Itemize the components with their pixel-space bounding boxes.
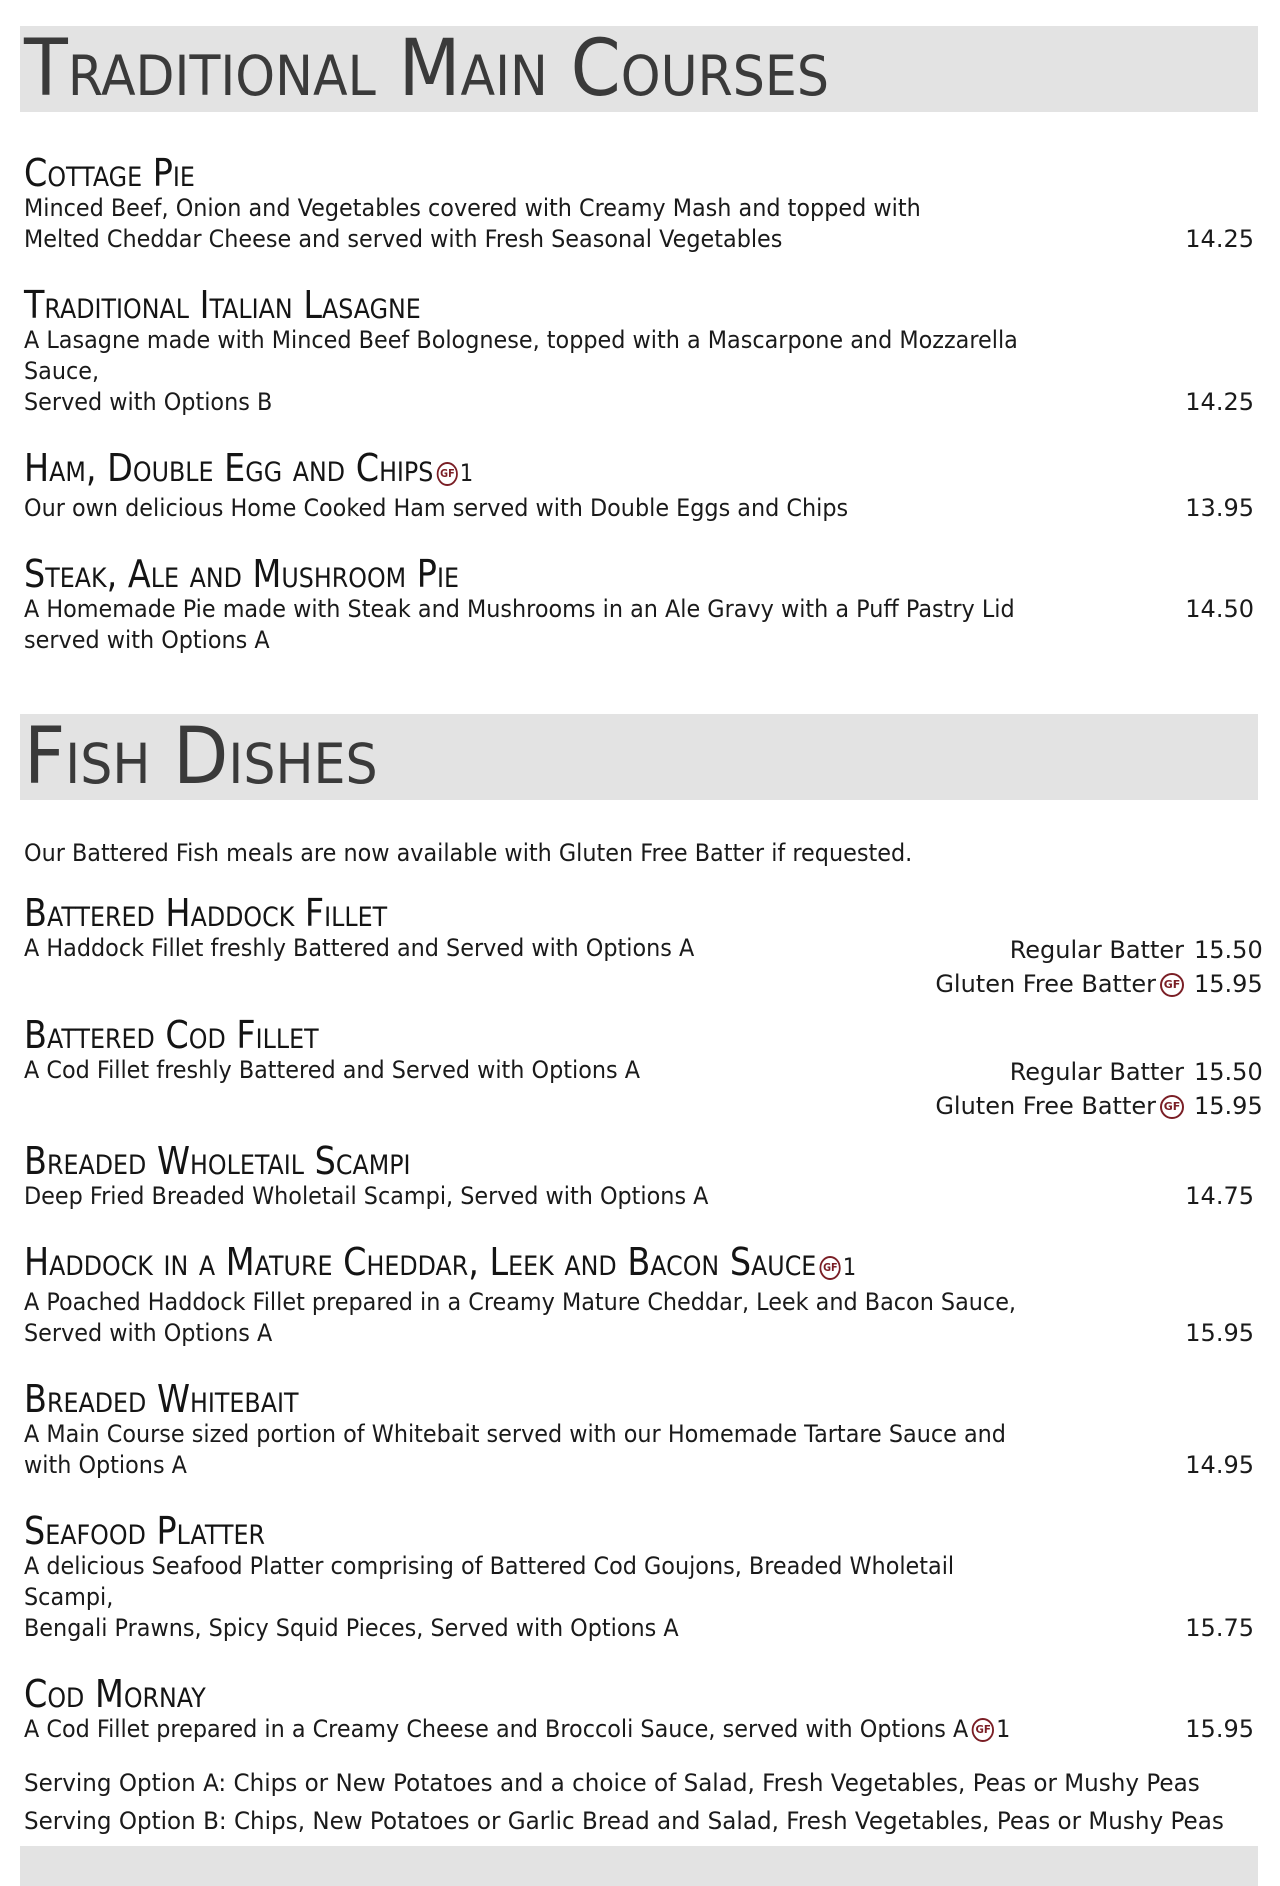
- item-price: 15.95: [1185, 1715, 1254, 1743]
- menu-item: [24, 1141, 1254, 1212]
- menu-item: [24, 285, 1254, 418]
- item-name: Steak, Ale and Mushroom Pie: [24, 552, 459, 596]
- menu-item: [24, 1674, 1254, 1745]
- item-name: Ham, Double Egg and Chips: [24, 446, 434, 490]
- gf-batter-price: 15.95: [1194, 970, 1263, 998]
- item-name-row: [24, 1242, 1106, 1287]
- gluten-free-icon: GF: [1160, 973, 1184, 997]
- item-name-row: [24, 448, 1106, 493]
- item-price: 14.25: [1185, 225, 1254, 253]
- serving-option-a: Serving Option A: Chips or New Potatoes and a choice of Salad, Fresh Vegetables, Peas or Mushy Peas: [24, 1769, 1200, 1797]
- item-name: Seafood Platter: [24, 1509, 265, 1553]
- item-name: Cottage Pie: [24, 151, 195, 195]
- menu-item: [24, 153, 1254, 255]
- item-price: 14.50: [1185, 595, 1254, 623]
- item-price: 14.75: [1185, 1182, 1254, 1210]
- gf-batter-label: Gluten Free Batter: [935, 1092, 1156, 1120]
- item-description: Our own delicious Home Cooked Ham served with Double Eggs and Chips: [24, 494, 849, 522]
- gluten-free-icon: GF: [1160, 1095, 1184, 1119]
- menu-item: [24, 891, 1263, 1001]
- item-price: 14.25: [1185, 388, 1254, 416]
- item-description: A Main Course sized portion of Whitebait served with our Homemade Tartare Sauce and with Options A: [24, 1420, 1006, 1479]
- item-description: Minced Beef, Onion and Vegetables covered with Creamy Mash and topped with Melted Cheddar Cheese and served with Fresh Seasonal Vegetables: [24, 194, 921, 253]
- menu-item: [24, 448, 1254, 524]
- item-name: Haddock in a Mature Cheddar, Leek and Bacon Sauce: [24, 1240, 817, 1284]
- gf-footnote: 1: [842, 1253, 857, 1281]
- item-description: A Cod Fillet freshly Battered and Served with Options A: [24, 1056, 641, 1084]
- section-banner-fish: [20, 714, 1258, 800]
- gf-footnote: 1: [459, 459, 474, 487]
- batter-prices: [935, 933, 1263, 1001]
- menu-item: [24, 1242, 1254, 1349]
- item-description: A Poached Haddock Fillet prepared in a Creamy Mature Cheddar, Leek and Bacon Sauce, Served with Options A: [24, 1288, 1017, 1347]
- serving-options: [24, 1764, 1224, 1840]
- item-name: Breaded Whitebait: [24, 1377, 299, 1421]
- regular-batter-price: 15.50: [1194, 1058, 1263, 1086]
- gluten-free-icon: GF: [820, 1256, 841, 1280]
- menu-item: [24, 1511, 1254, 1644]
- item-description: Deep Fried Breaded Wholetail Scampi, Served with Options A: [24, 1182, 709, 1210]
- item-description-row: [24, 1714, 1010, 1745]
- item-description: A delicious Seafood Platter comprising of Battered Cod Goujons, Breaded Wholetail Scampi, Bengali Prawns, Spicy Squid Pieces, Served with Options A: [24, 1552, 955, 1642]
- gf-batter-price: 15.95: [1194, 1092, 1263, 1120]
- batter-prices: [935, 1055, 1263, 1123]
- section-banner-traditional: [20, 26, 1258, 112]
- item-price: 14.95: [1185, 1451, 1254, 1479]
- item-description: A Cod Fillet prepared in a Creamy Cheese and Broccoli Sauce, served with Options A: [24, 1715, 969, 1743]
- section-title: Traditional Main Courses: [24, 24, 830, 114]
- item-description: A Lasagne made with Minced Beef Bolognese, topped with a Mascarpone and Mozzarella Sauce, Served with Options B: [24, 326, 1018, 416]
- regular-batter-label: Regular Batter: [1009, 1058, 1184, 1086]
- item-name: Traditional Italian Lasagne: [24, 283, 421, 327]
- gluten-free-icon: GF: [972, 1718, 994, 1742]
- serving-option-b: Serving Option B: Chips, New Potatoes or Garlic Bread and Salad, Fresh Vegetables, Peas or Mushy Peas: [24, 1807, 1224, 1835]
- fish-items: [24, 838, 1263, 1775]
- section-intro: Our Battered Fish meals are now available with Gluten Free Batter if requested.: [24, 839, 913, 867]
- menu-item: [24, 554, 1254, 656]
- gluten-free-icon: GF: [437, 462, 458, 486]
- section-banner-next: [20, 1846, 1258, 1886]
- item-price: 15.75: [1185, 1614, 1254, 1642]
- item-name: Battered Haddock Fillet: [24, 891, 388, 935]
- regular-batter-label: Regular Batter: [1009, 936, 1184, 964]
- menu-item: [24, 1013, 1263, 1123]
- traditional-items: [24, 153, 1254, 686]
- gf-footnote: 1: [996, 1715, 1011, 1743]
- item-price: 13.95: [1185, 494, 1254, 522]
- menu-item: [24, 1379, 1254, 1481]
- section-title: Fish Dishes: [24, 712, 378, 802]
- item-name: Breaded Wholetail Scampi: [24, 1139, 411, 1183]
- item-description: A Haddock Fillet freshly Battered and Served with Options A: [24, 934, 695, 962]
- item-name: Battered Cod Fillet: [24, 1013, 319, 1057]
- item-description: A Homemade Pie made with Steak and Mushrooms in an Ale Gravy with a Puff Pastry Lid served with Options A: [24, 595, 1015, 654]
- gf-batter-label: Gluten Free Batter: [935, 970, 1156, 998]
- regular-batter-price: 15.50: [1194, 936, 1263, 964]
- item-price: 15.95: [1185, 1319, 1254, 1347]
- item-name: Cod Mornay: [24, 1672, 206, 1716]
